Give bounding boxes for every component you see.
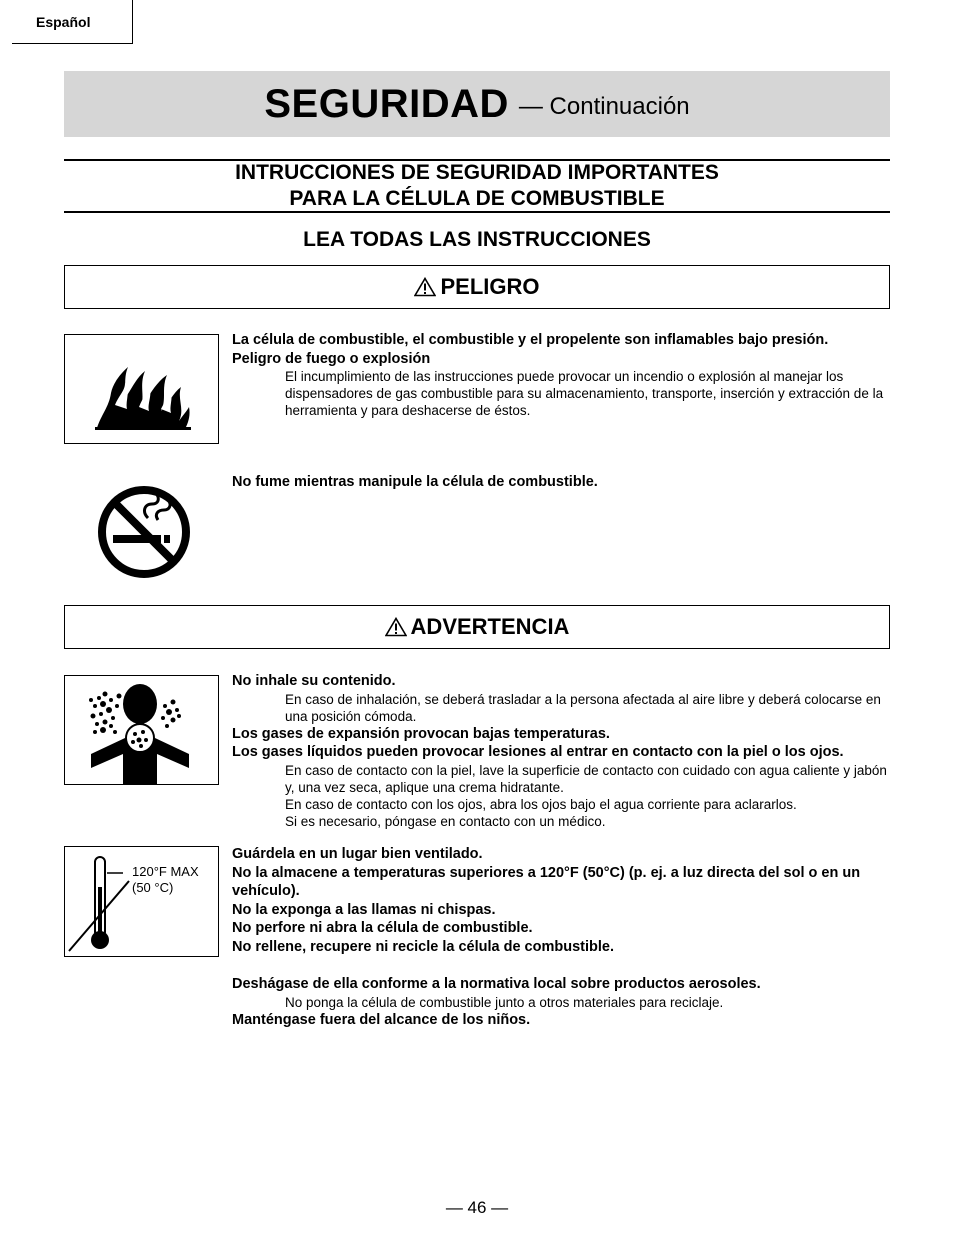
warning-item-inhalation (232, 672, 892, 830)
language-label: Español (36, 14, 91, 30)
puncture-text: No perfore ni abra la célula de combustible. (232, 920, 533, 936)
flame-icon (65, 335, 218, 443)
inhalation-pictogram (64, 675, 219, 785)
cold-gas-text: Los gases de expansión provocan bajas temperaturas. (232, 725, 610, 742)
disposal-text: Deshágase de ella conforme a la normativa local sobre productos aerosoles. (232, 976, 761, 992)
page-title: SEGURIDAD (264, 81, 509, 126)
warning-header (64, 605, 890, 649)
inhale-detail: En caso de inhalación, se deberá trasladar a la persona afectada al aire libre y deberá colocarse en una posición cómoda. (285, 691, 881, 724)
divider-bottom (64, 211, 890, 213)
inhalation-hazard-icon (65, 676, 218, 784)
danger-item-flammable (232, 331, 892, 419)
no-smoking-pictogram (64, 476, 219, 588)
refill-text: No rellene, recupere ni recicle la célula de combustible. (232, 938, 614, 955)
danger-label: PELIGRO (440, 274, 540, 299)
doctor-detail: Si es necesario, póngase en contacto con un médico. (285, 813, 606, 829)
warning-label: ADVERTENCIA (410, 614, 570, 639)
section-heading-line1: INTRUCCIONES DE SEGURIDAD IMPORTANTES (235, 161, 719, 184)
skin-contact-detail: En caso de contacto con la piel, lave la superficie de contacto con cuidado con agua caliente y jabón y, una vez seca, aplique una crema hidratante. (285, 762, 887, 795)
no-smoking-text: No fume mientras manipule la célula de combustible. (232, 474, 598, 490)
danger-header (64, 265, 890, 309)
liquid-gas-text: Los gases líquidos pueden provocar lesiones al entrar en contacto con la piel o los ojos. (232, 744, 844, 760)
page-subtitle: — Continuación (518, 93, 690, 120)
page-title-bar (64, 71, 890, 137)
warning-triangle-icon (414, 277, 436, 297)
recycling-detail: No ponga la célula de combustible junto a otros materiales para reciclaje. (285, 994, 724, 1010)
warning-item-storage (232, 845, 892, 1029)
page-number: — 46 — (445, 1198, 509, 1217)
warning-triangle-icon (385, 617, 407, 637)
eye-contact-detail: En caso de contacto con los ojos, abra los ojos bajo el agua corriente para aclararlos. (285, 796, 797, 812)
no-smoking-icon (64, 476, 219, 588)
flames-text: No la exponga a las llamas ni chispas. (232, 901, 496, 918)
read-all-heading: LEA TODAS LAS INSTRUCCIONES (303, 228, 651, 251)
section-heading-line2: PARA LA CÉLULA DE COMBUSTIBLE (289, 187, 665, 210)
danger-fire-text: Peligro de fuego o explosión (232, 350, 431, 367)
thermometer-pictogram (64, 846, 219, 957)
flame-pictogram (64, 334, 219, 444)
temperature-text: No la almacene a temperaturas superiores a 120°F (50°C) (p. ej. a luz directa del sol o en un vehículo). (232, 864, 861, 899)
no-inhale-text: No inhale su contenido. (232, 673, 396, 689)
danger-flammable-text: La célula de combustible, el combustible y el propelente son inflamables bajo presión. (232, 332, 829, 348)
section-heading (64, 160, 890, 212)
danger-fire-detail: El incumplimiento de las instrucciones puede provocar un incendio o explosión al manejar los dispensadores de gas combustible para su almacenamiento, transporte, inserción y extracción de la herramienta y para deshacerse de éstos. (285, 369, 884, 418)
language-tab (12, 0, 133, 44)
thermometer-label-2: (50 °C) (132, 880, 174, 895)
thermometer-label-1: 120°F MAX (132, 864, 199, 879)
ventilated-text: Guárdela en un lugar bien ventilado. (232, 846, 483, 862)
danger-item-no-smoking (232, 473, 892, 492)
thermometer-icon (65, 847, 218, 956)
children-text: Manténgase fuera del alcance de los niños. (232, 1011, 531, 1028)
